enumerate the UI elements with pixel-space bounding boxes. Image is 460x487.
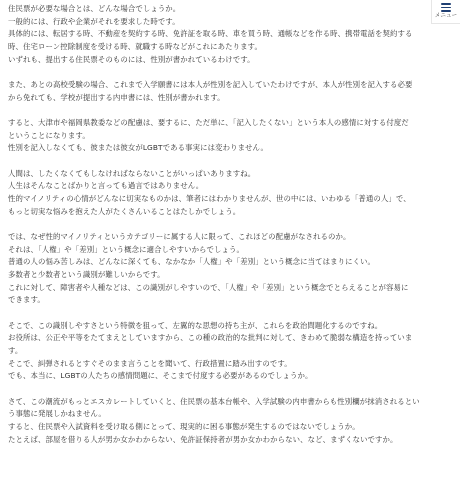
paragraph — [8, 3, 448, 67]
text-line: もっと切実な悩みを抱えた人がたくさんいることはたしかでしょう。 — [8, 206, 241, 216]
text-line: 人生はそんなことばかりと言っても過言ではありません。 — [8, 181, 204, 191]
paragraph — [8, 231, 448, 307]
paragraph — [8, 117, 448, 155]
menu-button[interactable] — [431, 0, 460, 24]
text-line: でも、本当に、LGBTの人たちの感情問題に、そこまで付度する必要があるのでしょうか。 — [8, 371, 313, 381]
text-line: 性別を記入しなくても、彼または彼女がLGBTである事実には変わりません。 — [8, 143, 268, 153]
paragraph — [8, 79, 448, 104]
text-line: いずれも、提出する住民票そのものには、性別が書かれているわけです。 — [8, 54, 255, 64]
text-line: すると、住民票や入試資料を受け取る側にとって、現実的に困る事態が発生するのではないでしょうか。 — [8, 421, 360, 431]
text-line: そこで、糾弾されるとすぐそのまま言うことを聞いて、行政措置に踏み出すのです。 — [8, 358, 292, 368]
text-line: う事態に発展しかねません。 — [8, 409, 106, 419]
text-line: 具体的には、転居する時、不動産を契約する時、免許証を取る時、車を買う時、通帳などを作る時、携帯電話を契約する — [8, 29, 413, 39]
menu-label: メニュー — [434, 13, 458, 19]
text-line: できます。 — [8, 295, 45, 305]
text-line: さて、この潮流がもっとエスカレートしていくと、住民票の基本台帳や、入学試験の内申書からも性別欄が抹消されるとい — [8, 396, 420, 406]
paragraph — [8, 168, 448, 219]
text-line: 人間は、したくなくてもしなければならないことがいっぱいありますね。 — [8, 168, 256, 178]
text-line: 一般的には、行政や企業がそれを要求した時です。 — [8, 16, 180, 26]
text-line: お役所は、公正や平等をたてまえとしていますから、この種の政治的な批判に対して、きわめて脆弱な構造を持っていま — [8, 333, 413, 343]
text-line: 性的マイノリティの心情がどんなに切実なものかは、筆者にはわかりませんが、世の中には、いわゆる「普通の人」で、 — [8, 193, 411, 203]
text-line: そこで、この識別しやすさという特徴を狙って、左翼的な思想の持ち主が、これらを政治問題化するのですね。 — [8, 320, 383, 330]
text-line: 住民票が必要な場合とは、どんな場合でしょうか。 — [8, 4, 181, 13]
text-line: すると、大津市や福岡県教委などの配慮は、要するに、ただ単に、「記入したくない」という本人の感情に対する付度だ — [8, 117, 409, 127]
text-line: これに対して、障害者や人種などは、この識別がしやすいので、「人権」や「差別」という概念でとらえることが容易に — [8, 282, 409, 292]
text-line: また、あとの高校受験の場合、これまで入学願書には本人が性別を記入していたわけですが、本人が性別を記入する必要 — [8, 80, 413, 90]
text-line: 普通の人の悩み苦しみは、どんなに深くても、なかなか「人権」や「差別」という概念に当てはまりにくい。 — [8, 257, 376, 267]
hamburger-icon — [441, 3, 451, 12]
text-line: たとえば、部屋を借りる人が男か女かわからない、免許証保持者が男か女かわからない、など、まずくないですか。 — [8, 434, 398, 444]
text-line: 時、住宅ローン控除制度を受ける時、就職する時などがこれにあたります。 — [8, 42, 262, 52]
text-line: では、なぜ性的マイノリティというカテゴリーに属する人に限って、これほどの配慮がなされるのか。 — [8, 231, 351, 241]
text-line: 多数者と少数者という識別が難しいからです。 — [8, 269, 165, 279]
article-body — [8, 3, 448, 459]
paragraph — [8, 320, 448, 384]
text-line: から免れても、学校が提出する内申書には、性別が書かれます。 — [8, 92, 225, 102]
paragraph — [8, 396, 448, 447]
text-line: それは、「人権」や「差別」という概念に適合しやすいからでしょう。 — [8, 244, 244, 254]
text-line: ということになります。 — [8, 130, 90, 140]
text-line: す。 — [8, 345, 23, 355]
